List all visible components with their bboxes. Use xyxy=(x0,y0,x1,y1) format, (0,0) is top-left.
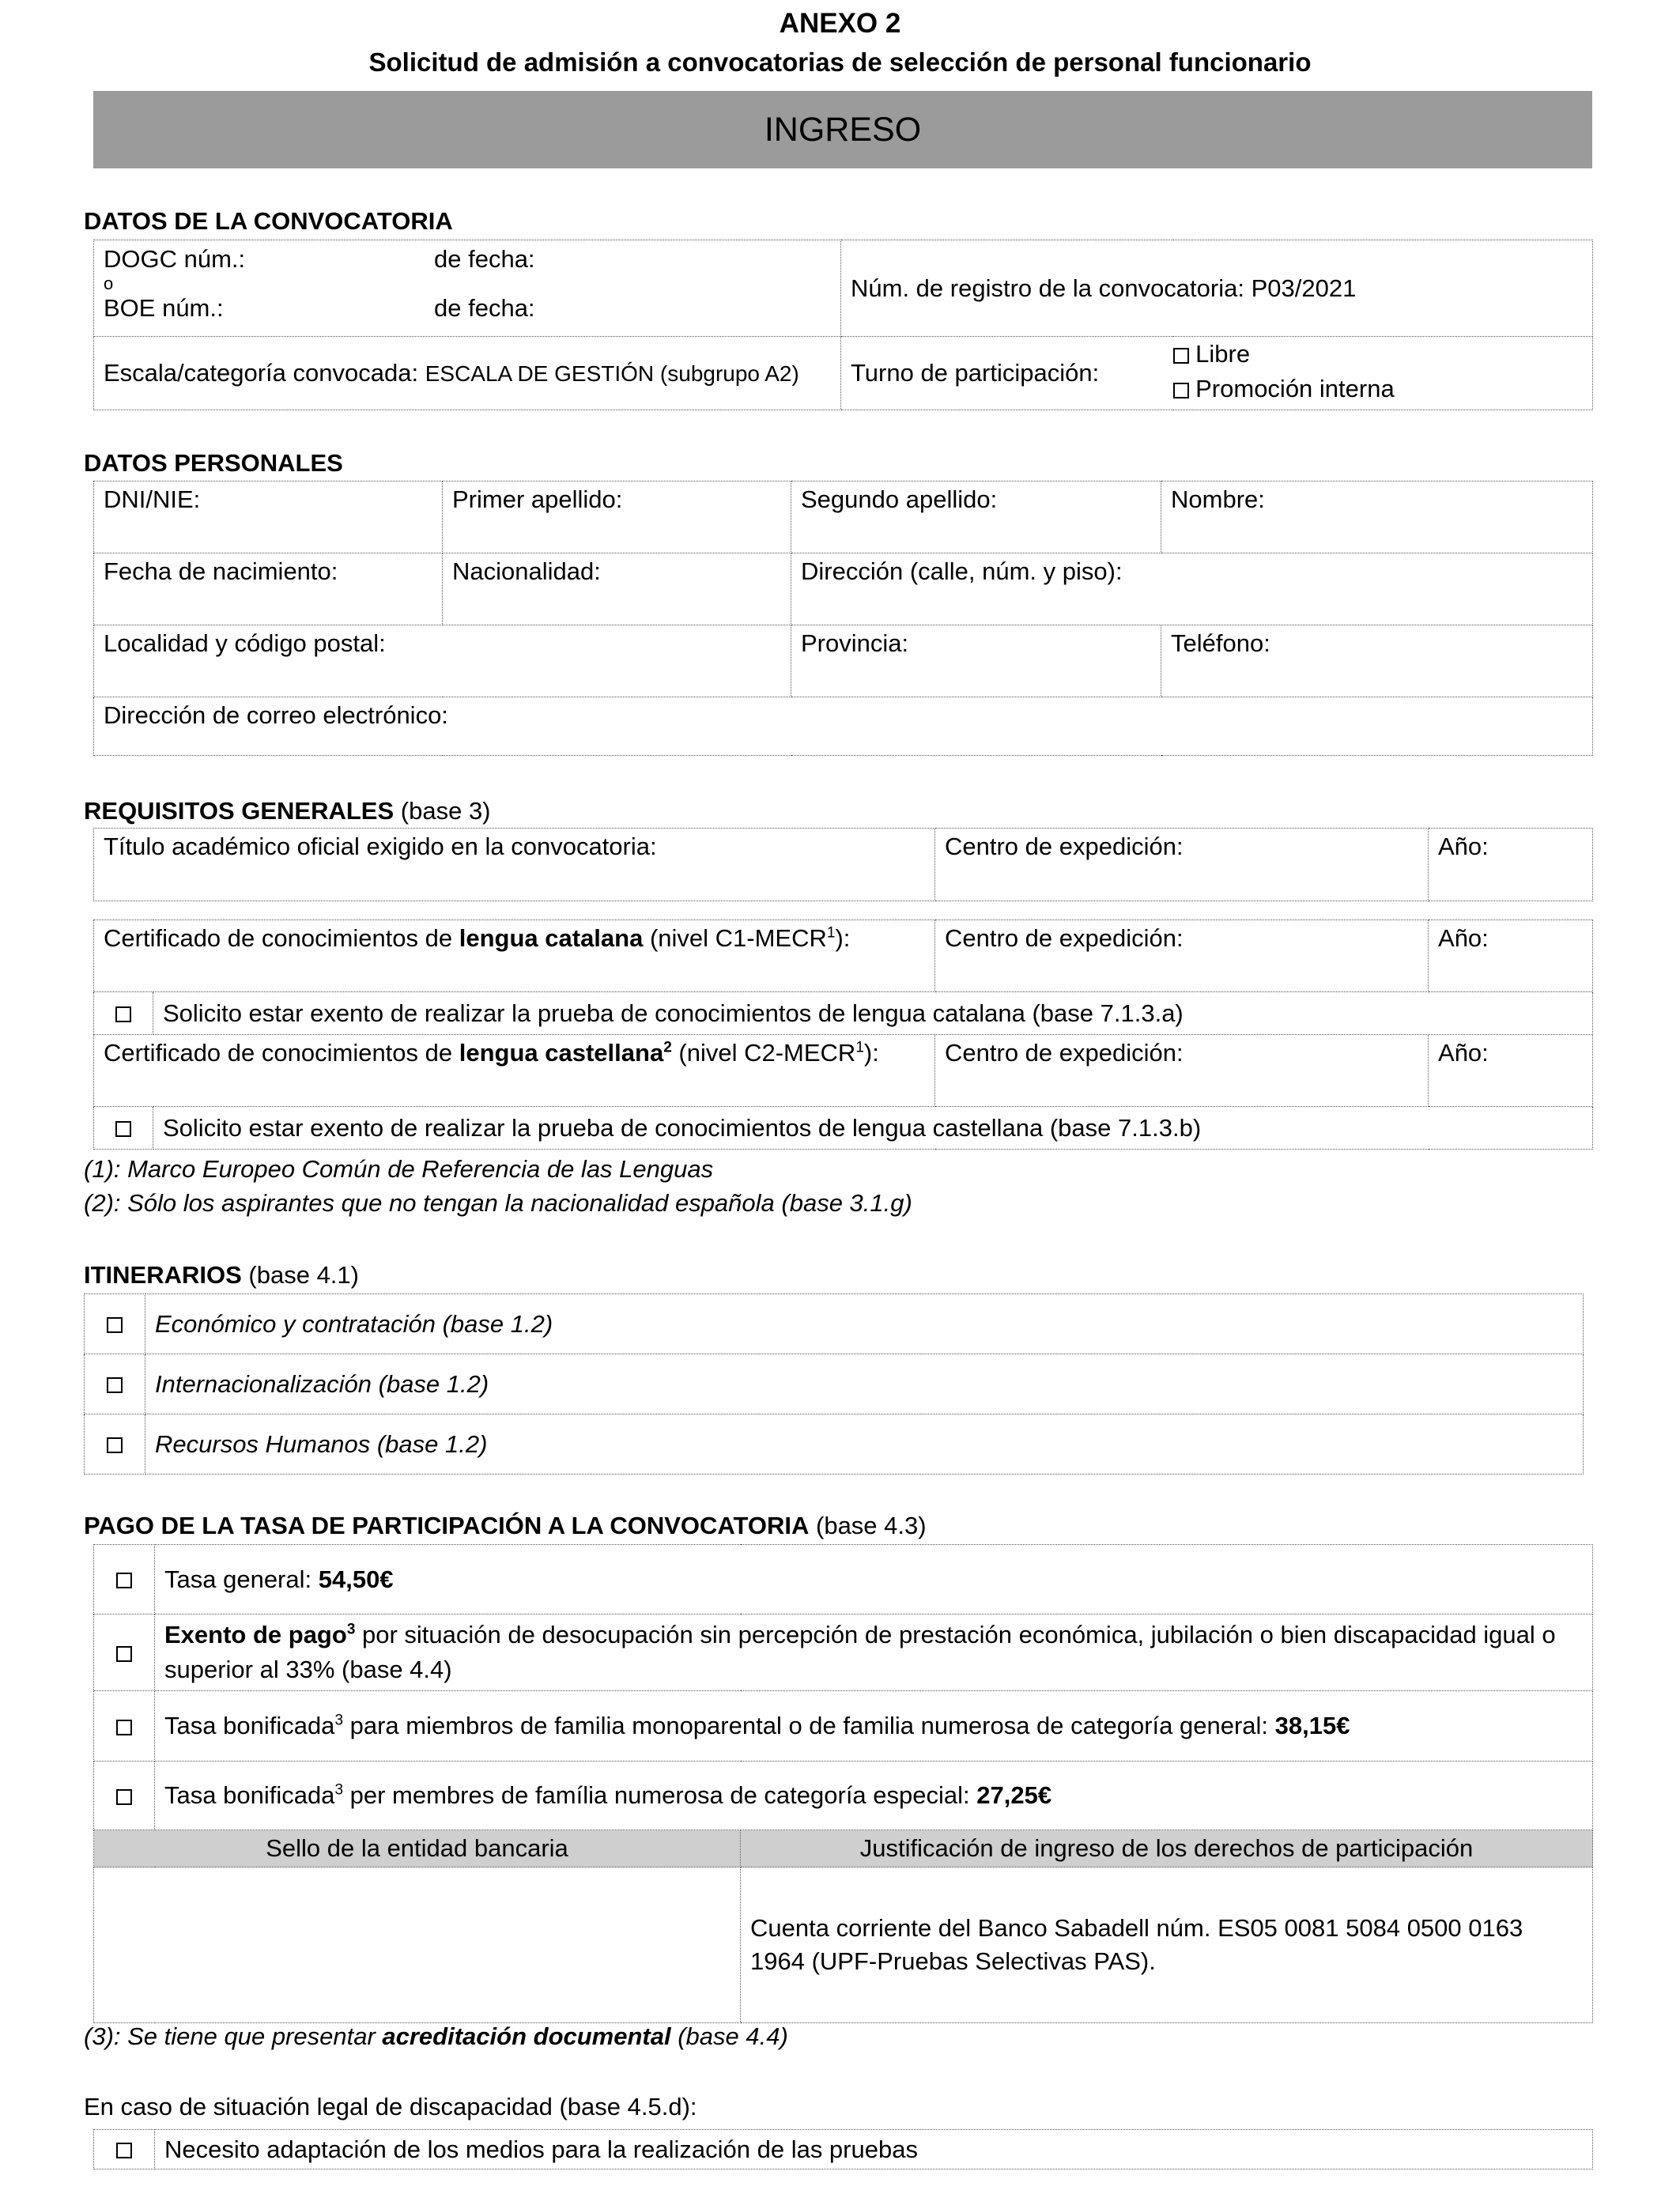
itinerario-3-label: Recursos Humanos (base 1.2) xyxy=(145,1414,1584,1475)
titulo-table xyxy=(93,828,1593,901)
exento-pago-cell[interactable] xyxy=(94,1614,155,1691)
itinerario-1-checkbox[interactable] xyxy=(107,1317,123,1333)
primer-apellido-field[interactable]: Primer apellido: xyxy=(443,481,791,553)
tasa-general-label: Tasa general: 54,50€ xyxy=(155,1545,1593,1614)
itinerario-1-label: Económico y contratación (base 1.2) xyxy=(145,1294,1584,1354)
itinerarios-table xyxy=(84,1293,1584,1475)
section-pago: PAGO DE LA TASA DE PARTICIPACIÓN A LA CONVOCATORIA (base 4.3) xyxy=(84,1512,927,1539)
dogc-date-label: de fecha: xyxy=(434,245,535,273)
convocatoria-table xyxy=(93,240,1593,410)
discapacidad-table xyxy=(93,2129,1593,2169)
adaptacion-cell[interactable] xyxy=(94,2130,155,2169)
promocion-checkbox[interactable] xyxy=(1173,383,1189,398)
castellano-exento-checkbox[interactable] xyxy=(115,1121,131,1137)
catalan-centro-field[interactable]: Centro de expedición: xyxy=(935,920,1429,992)
adaptacion-checkbox[interactable] xyxy=(116,2143,132,2158)
personales-table xyxy=(93,481,1593,756)
exento-pago-label: Exento de pago$^3$ por situación de desocupación sin percepción de prestación económica, jubilación o bien discapacidad igual o superior al 33% (base 4.4) xyxy=(155,1614,1593,1691)
footnote-2: (2): Sólo los aspirantes que no tengan la nacionalidad española (base 3.1.g) xyxy=(84,1189,912,1217)
bonificada-general-cell[interactable] xyxy=(94,1691,155,1762)
dni-field[interactable]: DNI/NIE: xyxy=(94,481,443,553)
castellano-centro-field[interactable]: Centro de expedición: xyxy=(935,1035,1429,1107)
adaptacion-label: Necesito adaptación de los medios para la realización de las pruebas xyxy=(155,2130,1593,2169)
direccion-field[interactable]: Dirección (calle, núm. y piso): xyxy=(791,553,1593,625)
catalan-cert-field[interactable]: Certificado de conocimientos de lengua catalana (nivel C1-MECR$^1$): xyxy=(94,920,935,992)
bonificada-general-label: Tasa bonificada$^3$ para miembros de familia monoparental o de familia numerosa de categoría general: 38,15€ xyxy=(155,1691,1593,1762)
libre-option[interactable]: Libre xyxy=(1173,337,1584,372)
turno-options xyxy=(1173,337,1593,410)
lenguas-table xyxy=(93,920,1593,1150)
dogc-boe-cell[interactable] xyxy=(94,240,841,337)
libre-checkbox[interactable] xyxy=(1173,348,1189,364)
dogc-label: DOGC núm.: xyxy=(104,245,246,273)
boe-date-label: de fecha: xyxy=(434,294,535,322)
or-label: o xyxy=(104,274,114,293)
segundo-apellido-field[interactable]: Segundo apellido: xyxy=(791,481,1161,553)
tasa-general-checkbox[interactable] xyxy=(116,1573,132,1588)
promocion-option[interactable]: Promoción interna xyxy=(1173,372,1584,406)
telefono-field[interactable]: Teléfono: xyxy=(1161,625,1593,697)
catalan-exento-checkbox[interactable] xyxy=(115,1006,131,1022)
sello-area[interactable] xyxy=(94,1867,741,2023)
footnote-3: (3): Se tiene que presentar acreditación documental (base 4.4) xyxy=(84,2022,788,2050)
tasa-general-cell[interactable] xyxy=(94,1545,155,1614)
castellano-cert-field[interactable]: Certificado de conocimientos de lengua castellana$^2$ (nivel C2-MECR$^1$): xyxy=(94,1035,935,1107)
castellano-anio-field[interactable]: Año: xyxy=(1429,1035,1593,1107)
itinerario-3-cell[interactable] xyxy=(85,1414,145,1475)
escala-cell xyxy=(94,337,841,410)
form-subtitle: Solicitud de admisión a convocatorias de selección de personal funcionario xyxy=(368,47,1312,77)
justificacion-header: Justificación de ingreso de los derechos de participación xyxy=(741,1830,1593,1867)
itinerario-2-checkbox[interactable] xyxy=(107,1377,123,1393)
bonificada-especial-checkbox[interactable] xyxy=(116,1789,132,1805)
catalan-anio-field[interactable]: Año: xyxy=(1429,920,1593,992)
registro-cell: Núm. de registro de la convocatoria: P03/2021 xyxy=(841,240,1593,337)
nacionalidad-field[interactable]: Nacionalidad: xyxy=(443,553,791,625)
localidad-field[interactable]: Localidad y código postal: xyxy=(94,625,791,697)
castellano-exento-label: Solicito estar exento de realizar la prueba de conocimientos de lengua castellana (base 7.1.3.b) xyxy=(153,1107,1593,1150)
footnote-1: (1): Marco Europeo Común de Referencia de las Lenguas xyxy=(84,1155,714,1183)
section-requisitos: REQUISITOS GENERALES (base 3) xyxy=(84,797,491,825)
itinerario-3-checkbox[interactable] xyxy=(107,1437,123,1453)
boe-label: BOE núm.: xyxy=(104,294,224,322)
itinerario-2-label: Internacionalización (base 1.2) xyxy=(145,1354,1584,1414)
catalan-exento-label: Solicito estar exento de realizar la prueba de conocimientos de lengua catalana (base 7.1.3.a) xyxy=(153,992,1593,1035)
escala-label: Escala/categoría convocada: xyxy=(104,358,419,387)
discapacidad-intro: En caso de situación legal de discapacidad (base 4.5.d): xyxy=(84,2093,697,2120)
titulo-field[interactable]: Título académico oficial exigido en la convocatoria: xyxy=(94,829,935,901)
bonificada-especial-label: Tasa bonificada$^3$ per membres de família numerosa de categoría especial: 27,25€ xyxy=(155,1762,1593,1830)
section-personales: DATOS PERSONALES xyxy=(84,449,343,477)
bonificada-general-checkbox[interactable] xyxy=(116,1720,132,1735)
section-itinerarios: ITINERARIOS (base 4.1) xyxy=(84,1261,359,1289)
email-field[interactable]: Dirección de correo electrónico: xyxy=(94,697,1593,756)
escala-value: ESCALA DE GESTIÓN (subgrupo A2) xyxy=(425,361,799,386)
ingreso-band: INGRESO xyxy=(93,91,1592,168)
itinerario-2-cell[interactable] xyxy=(85,1354,145,1414)
cuenta-text: Cuenta corriente del Banco Sabadell núm. ES05 0081 5084 0500 0163 1964 (UPF-Pruebas Selectivas PAS). xyxy=(741,1867,1593,2023)
fecha-nacimiento-field[interactable]: Fecha de nacimiento: xyxy=(94,553,443,625)
castellano-exento-cell[interactable] xyxy=(94,1107,153,1150)
catalan-exento-cell[interactable] xyxy=(94,992,153,1035)
provincia-field[interactable]: Provincia: xyxy=(791,625,1161,697)
pago-table xyxy=(93,1544,1593,2023)
turno-label: Turno de participación: xyxy=(841,337,1173,410)
titulo-anio-field[interactable]: Año: xyxy=(1429,829,1593,901)
exento-pago-checkbox[interactable] xyxy=(116,1646,132,1662)
bonificada-especial-cell[interactable] xyxy=(94,1762,155,1830)
itinerario-1-cell[interactable] xyxy=(85,1294,145,1354)
titulo-centro-field[interactable]: Centro de expedición: xyxy=(935,829,1429,901)
sello-header: Sello de la entidad bancaria xyxy=(94,1830,741,1867)
section-convocatoria: DATOS DE LA CONVOCATORIA xyxy=(84,207,453,235)
annex-title: ANEXO 2 xyxy=(779,8,901,39)
nombre-field[interactable]: Nombre: xyxy=(1161,481,1593,553)
